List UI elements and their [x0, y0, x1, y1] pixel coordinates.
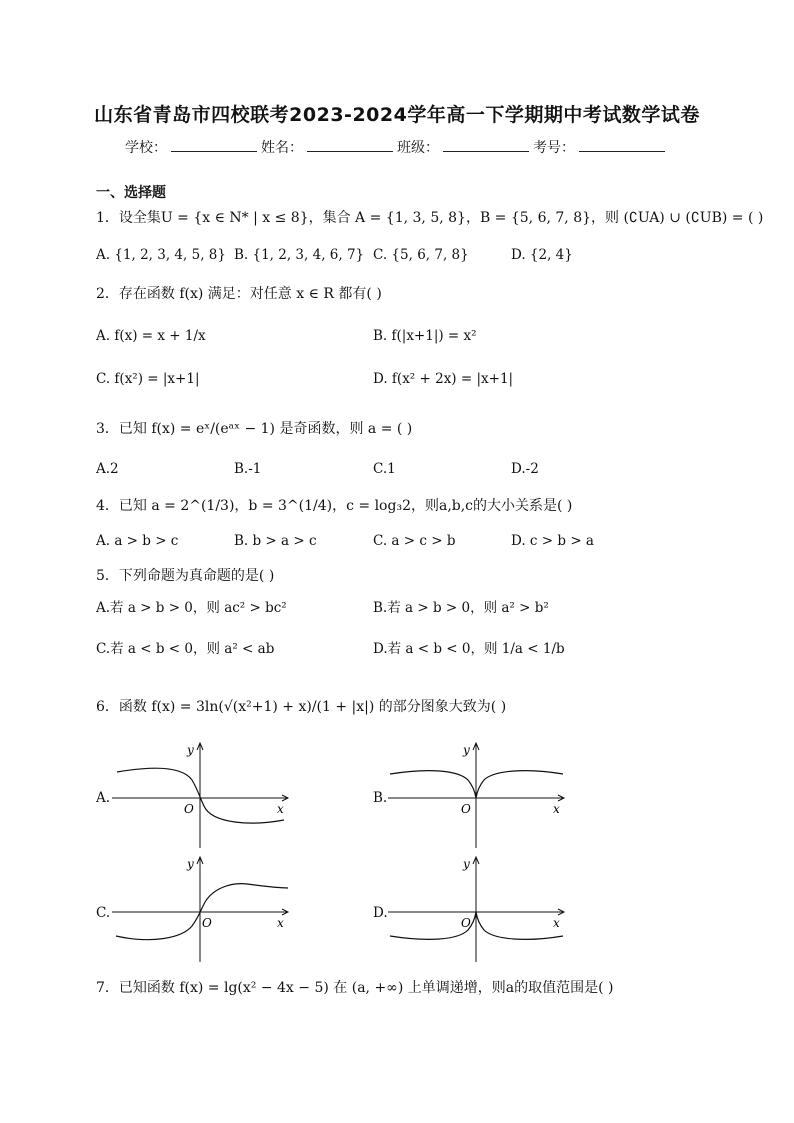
q3-option-c: C.1 — [373, 461, 396, 477]
name-blank — [307, 139, 393, 152]
q1-option-a: A. {1, 2, 3, 4, 5, 8} — [96, 247, 226, 263]
question-3-stem: 3．已知 f(x) = eˣ/(eᵃˣ − 1) 是奇函数，则 a = ( ) — [96, 421, 413, 437]
graph-c — [112, 854, 292, 964]
section-title: 一、选择题 — [96, 185, 166, 201]
class-blank — [443, 139, 529, 152]
graph-c-y-label: y — [187, 857, 194, 871]
graph-b-origin-label: O — [461, 802, 471, 816]
q2-option-a: A. f(x) = x + 1/x — [96, 328, 206, 344]
q1-option-c: C. {5, 6, 7, 8} — [373, 247, 469, 263]
school-blank — [171, 139, 257, 152]
q4-option-d: D. c > b > a — [511, 533, 594, 549]
graph-c-x-label: x — [277, 916, 284, 930]
graph-d-origin-label: O — [461, 916, 471, 930]
q6-option-c: C. — [96, 905, 111, 921]
q6-option-b: B. — [373, 790, 388, 806]
q5-option-a: A.若 a > b > 0，则 ac² > bc² — [96, 600, 287, 616]
q6-option-a: A. — [96, 790, 111, 806]
graph-d-x-label: x — [553, 916, 560, 930]
q4-option-c: C. a > c > b — [373, 533, 456, 549]
q3-option-d: D.-2 — [511, 461, 539, 477]
q3-option-b: B.-1 — [234, 461, 262, 477]
name-label: 姓名： — [261, 140, 303, 156]
q3-option-a: A.2 — [96, 461, 119, 477]
q5-option-d: D.若 a < b < 0，则 1/a < 1/b — [373, 641, 565, 657]
class-label: 班级： — [397, 140, 439, 156]
question-6-stem: 6．函数 f(x) = 3ln(√(x²+1) + x)/(1 + |x|) 的部分图象大致为( ) — [96, 699, 507, 715]
graph-b-x-label: x — [553, 802, 560, 816]
graph-d — [388, 854, 568, 964]
graph-d-y-label: y — [463, 857, 470, 871]
q4-option-b: B. b > a > c — [234, 533, 317, 549]
id-label: 考号： — [533, 140, 575, 156]
question-7-stem: 7．已知函数 f(x) = lg(x² − 4x − 5) 在 (a, +∞) 上单调递增，则a的取值范围是( ) — [96, 980, 614, 996]
q2-option-d: D. f(x² + 2x) = |x+1| — [373, 371, 514, 387]
q6-option-d: D. — [373, 905, 388, 921]
question-2-stem: 2．存在函数 f(x) 满足：对任意 x ∈ R 都有( ) — [96, 286, 382, 302]
id-blank — [579, 139, 665, 152]
student-info-line — [125, 137, 669, 157]
q2-option-c: C. f(x²) = |x+1| — [96, 371, 200, 387]
graph-c-origin-label: O — [202, 916, 212, 930]
q5-option-c: C.若 a < b < 0，则 a² < ab — [96, 641, 275, 657]
graph-a-origin-label: O — [184, 802, 194, 816]
question-5-stem: 5．下列命题为真命题的是( ) — [96, 568, 275, 584]
q1-option-d: D. {2, 4} — [511, 247, 573, 263]
graph-a-x-label: x — [277, 802, 284, 816]
graph-a-y-label: y — [187, 743, 194, 757]
q5-option-b: B.若 a > b > 0，则 a² > b² — [373, 600, 549, 616]
school-label: 学校： — [125, 140, 167, 156]
q1-option-b: B. {1, 2, 3, 4, 6, 7} — [234, 247, 365, 263]
q2-option-b: B. f(|x+1|) = x² — [373, 328, 477, 344]
question-4-stem: 4．已知 a = 2^(1/3)，b = 3^(1/4)，c = log₃2，则a,b,c的大小关系是( ) — [96, 498, 573, 514]
question-1-stem: 1．设全集U = {x ∈ N* | x ≤ 8}，集合 A = {1, 3, 5, 8}，B = {5, 6, 7, 8}，则 (∁UA) ∪ (∁UB) = ( ) — [96, 210, 764, 226]
graph-b-y-label: y — [463, 743, 470, 757]
page-title: 山东省青岛市四校联考2023-2024学年高一下学期期中考试数学试卷 — [94, 104, 700, 126]
q4-option-a: A. a > b > c — [96, 533, 179, 549]
graph-a — [112, 740, 292, 850]
graph-b — [388, 740, 568, 850]
